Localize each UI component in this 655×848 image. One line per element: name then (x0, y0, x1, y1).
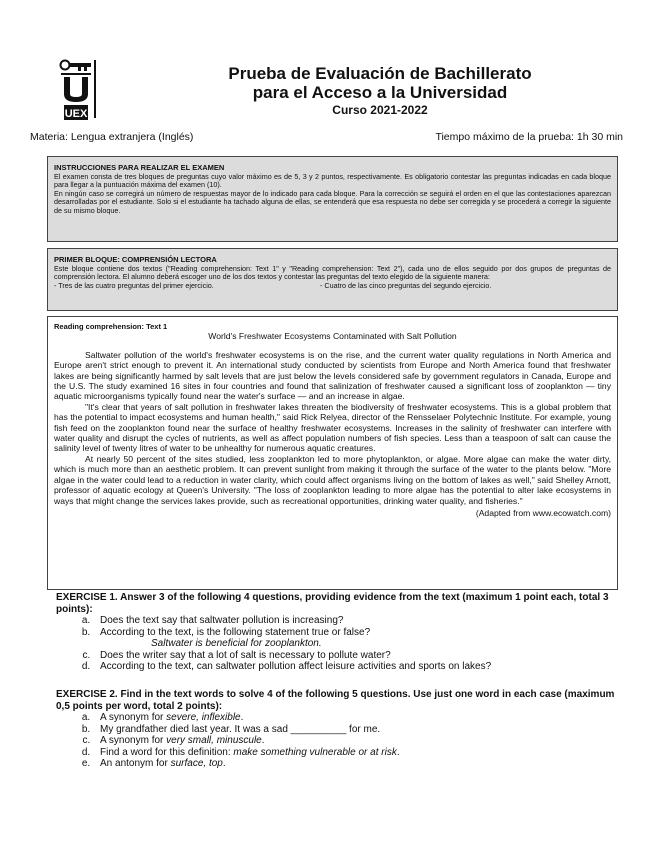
article-source: (Adapted from www.ecowatch.com) (475, 507, 611, 518)
logo-letters: UEX (64, 108, 88, 120)
instructions-paragraph-2: En ningún caso se corregirá un número de respuestas mayor de lo indicado para cada bloque. Para la corrección se seguirá el orden en el que las contestaciones aparezcan desarrolladas por el estudiante. Solo si el estudiante ha tachado alguna de ellas, se entenderá que esa respuesta no debe ser corregida y se procederá a corregir la siguiente de su mismo bloque. (54, 188, 611, 215)
university-logo-icon (58, 58, 102, 122)
article-paragraph-1: Saltwater pollution of the world's freshwater ecosystems is on the rise, and the current water quality regulations in North America and Europe aren't strict enough to prevent it. An international study conducted by scientists from Europe and North America found that freshwater lakes are being significantly harmed by salt levels that are just below the levels considered safe by government regulators in Canada, Europe and the U.S. The study examined 16 sites in four countries and found that salinization of freshwater caused a significant loss of zooplankton — tiny aquatic microorganisms typically found near the water's surface — and an increase in algae. (54, 349, 611, 402)
article-paragraph-3: At nearly 50 percent of the sites studied, less zooplankton led to more phytoplankton, or algae. More algae can make the water dirty, which is much more than an aesthetic problem. It can prevent sunlight from making it through the surface of the water to the plants below. "More algae in the water could lead to a reduction in water clarity, which could affect organisms living on the bottom of lakes as well," said Shelley Arnott, professor of aquatic ecology at Queen's University. "The loss of zooplankton leading to more algae has the potential to alter lake ecosystems in ways that might change the services lakes provide, such as recreational opportunities, drinking water quality, and fisheries." (54, 453, 611, 506)
article-paragraph-2: "It's clear that years of salt pollution in freshwater lakes threaten the biodiversity of freshwater ecosystems. This is a global problem that has the potential to impact ecosystems and human health," said Rick Relyea, director of the Rensselaer Polytechnic Institute. For example, young fish feed on the zooplankton found near the surface of healthy freshwater ecosystems. Increases in the salinity of freshwater can interfere with water quality and disrupt the cycles of nutrients, as well as affect population numbers of fish species. Less than a teaspoon of salt can cause the salinity level of twenty litres of water to be unhealthy for numerous aquatic creatures. (54, 401, 611, 454)
reading-label: Reading comprehension: Text 1 (54, 322, 168, 331)
instructions-title: INSTRUCCIONES PARA REALIZAR EL EXAMEN (54, 163, 225, 172)
item-b-text: My grandfather died last year. It was a sad __________ for me. (100, 723, 381, 735)
item-a-italic: severe, inflexible (166, 712, 241, 723)
item-c-prefix: A synonym for (100, 735, 167, 746)
option-exercise-2: - Cuatro de las cinco preguntas del segundo ejercicio. (320, 280, 492, 290)
exercise-2-title: EXERCISE 2. Find in the text words to solve 4 of the following 5 questions. Use just one word in each case (maximum 0,5 points per word, total 2 points): (56, 689, 615, 712)
exercise-2-list (56, 712, 618, 770)
exercise-1-item-c (93, 650, 618, 662)
option-exercise-1: - Tres de las cuatro preguntas del primer ejercicio. (54, 280, 214, 290)
exercise-1-item-d (93, 661, 618, 673)
item-e-dot: . (222, 758, 226, 769)
article-title: World's Freshwater Ecosystems Contaminated with Salt Pollution (208, 331, 457, 342)
instructions-box (47, 156, 618, 242)
exercise-2-item-b (93, 724, 618, 736)
exercise-1-title: EXERCISE 1. Answer 3 of the following 4 questions, providing evidence from the text (maximum 1 point each, total 3 points): (56, 592, 609, 615)
item-c-dot: . (261, 735, 265, 746)
item-d-dot: . (396, 746, 400, 758)
first-block-options (54, 282, 611, 292)
exercise-1-item-a-text: Does the text say that saltwater pollution is increasing? (100, 615, 344, 626)
exercise-2 (56, 689, 618, 770)
item-a-dot: . (240, 712, 244, 723)
exercise-1-item-b (93, 627, 618, 639)
item-c-italic: very small, minuscule (166, 735, 262, 746)
title-line-2: para el Acceso a la Universidad (252, 83, 508, 102)
first-block-box (47, 248, 618, 311)
max-time: Tiempo máximo de la prueba: 1h 30 min (435, 131, 623, 143)
exercise-1 (56, 592, 618, 673)
exercise-1-item-a (93, 615, 618, 627)
subject: Materia: Lengua extranjera (Inglés) (30, 131, 194, 143)
exercise-1-item-d-text: According to the text, can saltwater pollution affect leisure activities and sports on lakes? (100, 661, 492, 672)
item-a-prefix: A synonym for (100, 712, 167, 723)
exercise-1-statement: Saltwater is beneficial for zooplankton. (151, 638, 322, 649)
item-e-italic: surface, top (170, 758, 223, 769)
exercise-2-item-c (93, 735, 618, 747)
exercise-2-item-e (93, 758, 618, 770)
reading-text-box (47, 316, 618, 590)
exercise-2-item-a (93, 712, 618, 724)
course-year: Curso 2021-2022 (332, 103, 428, 117)
exercise-1-item-c-text: Does the writer say that a lot of salt is necessary to pollute water? (100, 649, 391, 661)
exercise-1-item-b-text: According to the text, is the following statement true or false? (100, 626, 371, 638)
item-e-prefix: An antonym for (100, 758, 171, 769)
instructions-paragraph-1: El examen consta de tres bloques de preguntas cuyo valor máximo es de 5, 3 y 2 puntos, respectivamente. Es obligatorio contestar las preguntas indicadas en cada bloque para llegar a la puntuación máxima del examen (10). (54, 171, 611, 190)
first-block-title: PRIMER BLOQUE: COMPRENSIÓN LECTORA (54, 255, 217, 264)
item-d-prefix: Find a word for this definition: (100, 746, 234, 758)
exercise-1-list (56, 615, 618, 673)
title-line-1: Prueba de Evaluación de Bachillerato (228, 64, 532, 83)
uex-logo (58, 58, 102, 122)
header (180, 64, 580, 117)
item-d-italic: make something vulnerable or at risk (233, 746, 397, 758)
exercise-2-item-d (93, 747, 618, 759)
first-block-description: Este bloque contiene dos textos ("Reading comprehension: Text 1" y "Reading comprehension: Text 2"), cada uno de ellos seguido por dos grupos de preguntas de comprensión lectora. El alumno deberá escoger uno de los dos textos y contestar las preguntas del texto elegido de la siguiente manera: (54, 263, 611, 282)
